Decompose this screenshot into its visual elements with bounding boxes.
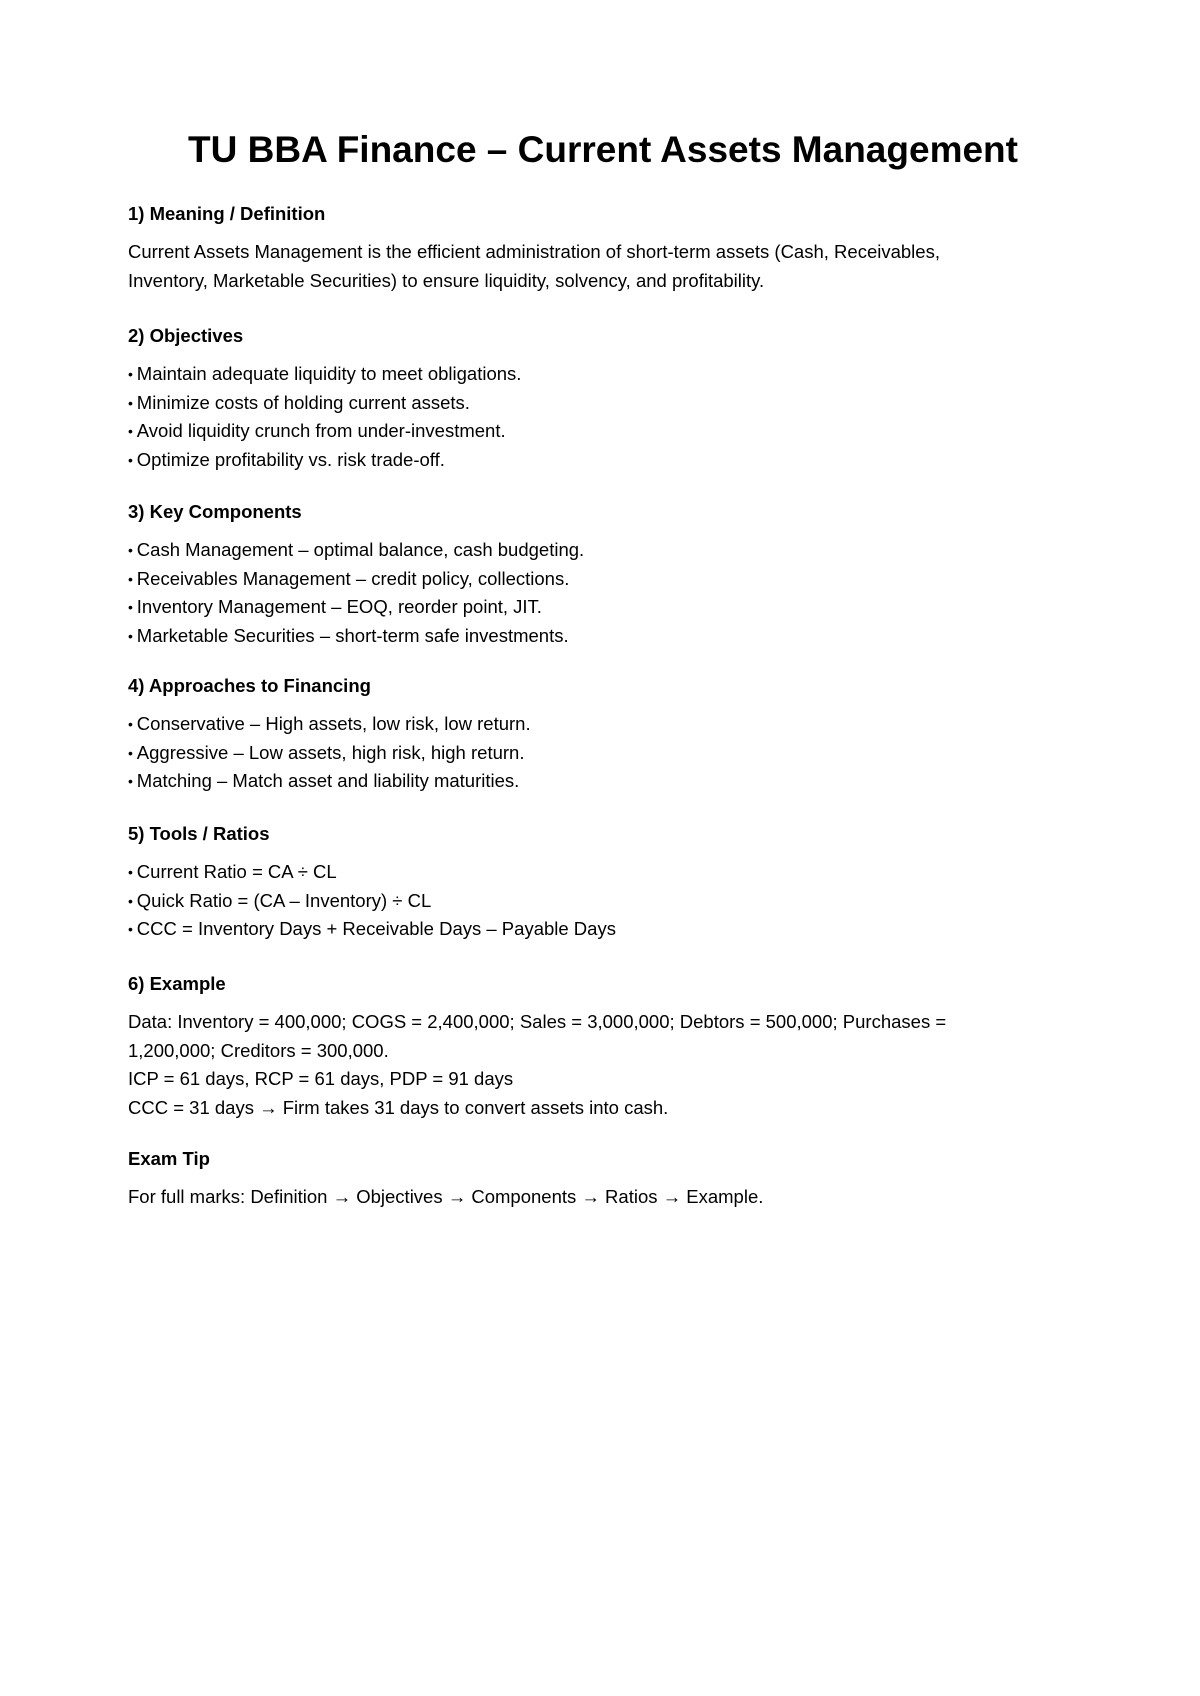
example-line: Data: Inventory = 400,000; COGS = 2,400,000; Sales = 3,000,000; Debtors = 500,000; Purchases = [128, 1011, 947, 1032]
list-item: • Conservative – High assets, low risk, low return. [128, 710, 1078, 739]
example-line: CCC = 31 days → Firm takes 31 days to convert assets into cash. [128, 1096, 669, 1118]
section-heading: 3) Key Components [128, 501, 302, 522]
list-item: • Marketable Securities – short-term safe investments. [128, 622, 1078, 651]
list-item: • Optimize profitability vs. risk trade-off. [128, 446, 1078, 475]
example-line: 1,200,000; Creditors = 300,000. [128, 1039, 389, 1061]
section-heading: 1) Meaning / Definition [128, 203, 326, 224]
list-item: • Receivables Management – credit policy, collections. [128, 565, 1078, 594]
example-line: ICP = 61 days, RCP = 61 days, PDP = 91 days [128, 1068, 514, 1089]
section-heading: 2) Objectives [128, 325, 244, 346]
section-example [128, 970, 1078, 1122]
list-item: • Quick Ratio = (CA – Inventory) ÷ CL [128, 887, 1078, 916]
exam-tip-text: For full marks: Definition → Objectives → Components → Ratios → Example. [128, 1186, 764, 1207]
section-financing [128, 672, 1078, 796]
section-heading: 5) Tools / Ratios [128, 823, 270, 844]
list-item: • CCC = Inventory Days + Receivable Days – Payable Days [128, 915, 1078, 944]
list-item: • Cash Management – optimal balance, cash budgeting. [128, 536, 1078, 565]
list-item: • Current Ratio = CA ÷ CL [128, 858, 1078, 887]
section-ratios [128, 820, 1078, 944]
section-heading: Exam Tip [128, 1148, 210, 1169]
list-item: • Matching – Match asset and liability maturities. [128, 767, 1078, 796]
list-item: • Minimize costs of holding current assets. [128, 389, 1078, 418]
list-item: • Inventory Management – EOQ, reorder point, JIT. [128, 593, 1078, 622]
list-item: • Avoid liquidity crunch from under-investment. [128, 417, 1078, 446]
section-heading: 6) Example [128, 973, 226, 994]
document-title: TU BBA Finance – Current Assets Management [188, 129, 1018, 170]
section-heading: 4) Approaches to Financing [128, 675, 371, 696]
section-components [128, 498, 1078, 650]
section-objectives [128, 322, 1078, 474]
section-definition [128, 200, 1078, 295]
definition-line: Current Assets Management is the efficient administration of short-term assets (Cash, Receivables, [128, 241, 940, 262]
section-exam-tip [128, 1145, 1078, 1212]
list-item: • Aggressive – Low assets, high risk, high return. [128, 739, 1078, 768]
list-item: • Maintain adequate liquidity to meet obligations. [128, 360, 1078, 389]
definition-line: Inventory, Marketable Securities) to ensure liquidity, solvency, and profitability. [128, 269, 765, 291]
